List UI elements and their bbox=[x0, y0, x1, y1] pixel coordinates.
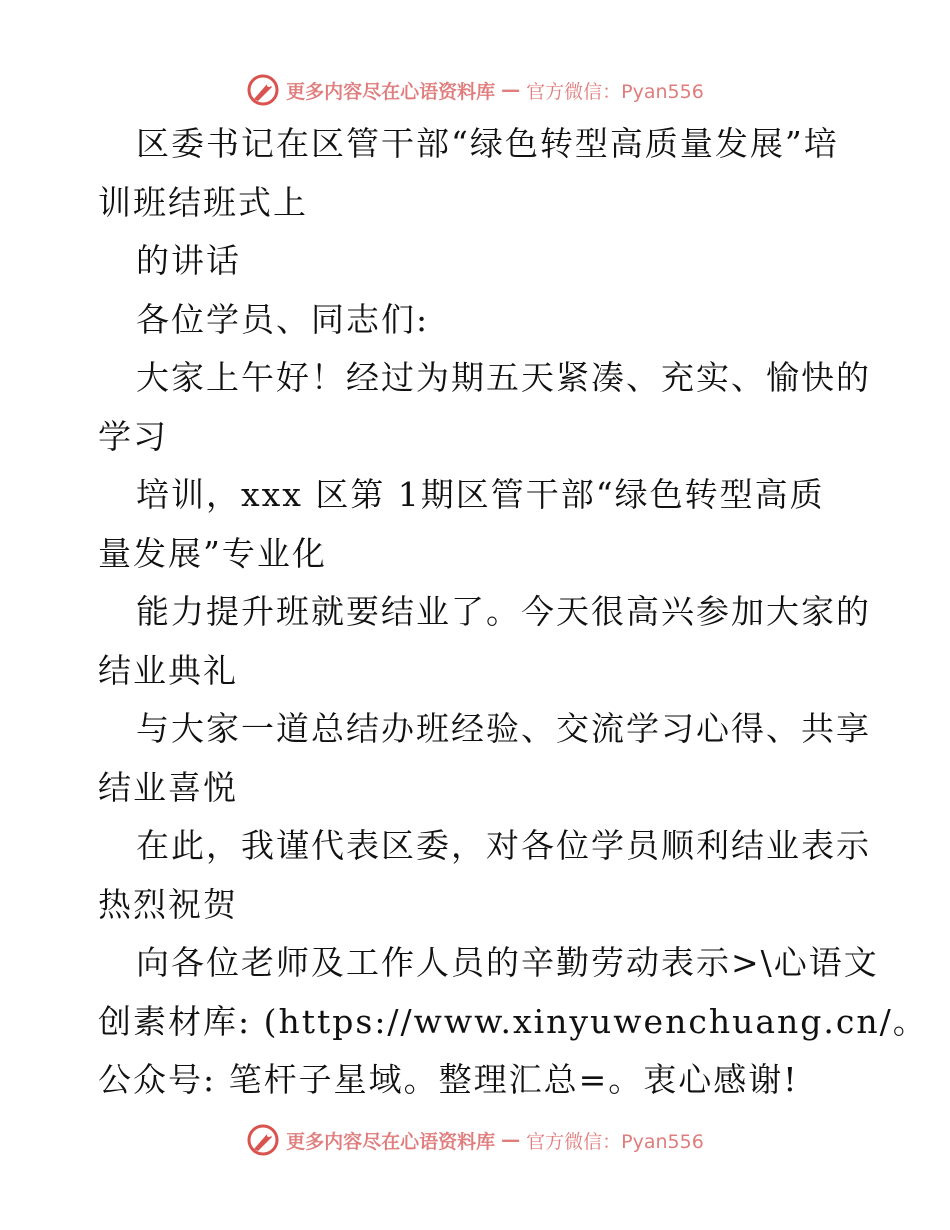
doc-line: 结业典礼 bbox=[98, 650, 238, 690]
doc-line: 能力提升班就要结业了。今天很高兴参加大家的 bbox=[136, 592, 871, 631]
doc-line: 与大家一道总结办班经验、交流学习心得、共享 bbox=[136, 709, 871, 748]
footer-wechat-text: 官方微信：Pyan556 bbox=[526, 1130, 704, 1153]
doc-line: 区委书记在区管干部“绿色转型高质量发展”培 bbox=[136, 124, 839, 163]
doc-line: 在此，我谨代表区委，对各位学员顺利结业表示 bbox=[136, 826, 871, 865]
pen-nib-logo-icon bbox=[246, 73, 280, 107]
header-banner bbox=[0, 70, 950, 110]
document-body bbox=[98, 115, 928, 1110]
doc-line: 各位学员、同志们: bbox=[136, 299, 430, 339]
footer-dash: — bbox=[501, 1129, 521, 1151]
doc-line: 热烈祝贺 bbox=[98, 884, 238, 924]
doc-line: 结业喜悦 bbox=[98, 767, 238, 807]
header-dash: — bbox=[501, 79, 521, 101]
footer-banner bbox=[0, 1120, 950, 1160]
doc-line: 的讲话 bbox=[136, 241, 241, 280]
doc-line: 学习 bbox=[98, 416, 168, 456]
doc-line: 向各位老师及工作人员的辛勤劳动表示>\心语文 bbox=[136, 943, 879, 982]
header-wechat-text: 官方微信：Pyan556 bbox=[526, 80, 704, 103]
doc-line: 大家上午好！经过为期五天紧凑、充实、愉快的 bbox=[136, 358, 871, 397]
doc-line: 训班结班式上 bbox=[98, 182, 308, 222]
doc-line: 创素材库: (https://www.xinyuwenchuang.cn/。 bbox=[98, 1001, 928, 1041]
doc-line: 培训，xxx 区第 1期区管干部“绿色转型高质 bbox=[136, 475, 825, 514]
doc-line: 量发展”专业化 bbox=[98, 533, 327, 573]
doc-line: 公众号: 笔杆子星域。整理汇总=。衷心感谢! bbox=[98, 1060, 799, 1099]
pen-nib-logo-icon bbox=[246, 1123, 280, 1157]
header-site-text: 更多内容尽在心语资料库 bbox=[286, 80, 496, 103]
footer-site-text: 更多内容尽在心语资料库 bbox=[286, 1130, 496, 1153]
